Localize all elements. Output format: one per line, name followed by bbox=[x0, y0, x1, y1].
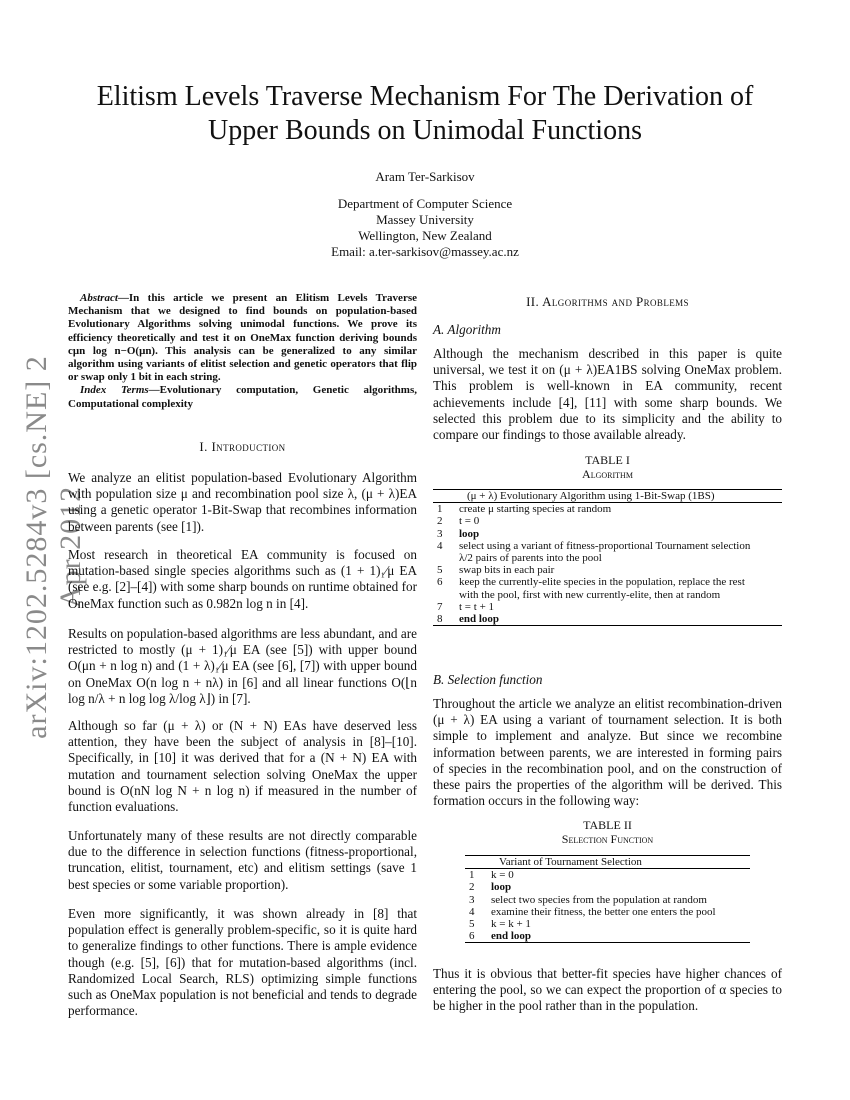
line-number bbox=[433, 589, 459, 601]
line-number: 6 bbox=[437, 576, 443, 589]
selection-step: k = k + 1 bbox=[491, 918, 531, 931]
intro-paragraph: Even more significantly, it was shown already in [8] that population effect is generally problem-specific, so it is quite hard to generalize findings to other functions. There is ample evidence though (e.g. [5], [6]) that for mutation-based algorithms (incl. Randomized Local Search, RLS) optimizing simple functions such as OneMax population is not beneficial and tends to degrade performance. bbox=[68, 906, 417, 1019]
algorithm-step: with the pool, first with new currently-elite, then at random bbox=[459, 588, 721, 601]
selection-step: examine their fitness, the better one enters the pool bbox=[491, 905, 716, 918]
algorithm-table bbox=[433, 489, 782, 626]
table-number: TABLE I bbox=[585, 453, 630, 467]
table-header: Variant of Tournament Selection bbox=[491, 856, 750, 869]
algorithm-step: λ/2 pairs of parents into the pool bbox=[459, 552, 602, 565]
algorithm-paragraph: Although the mechanism described in this paper is quite universal, we test it on (μ + λ)EA1BS solving OneMax problem. This problem is well-known in EA community, recent achievements include [4], [11] with some sharp bounds. We selected this problem due to its simplicity and the ability to compare our findings to those available already. bbox=[433, 346, 782, 443]
line-number bbox=[433, 552, 459, 564]
line-number: 7 bbox=[437, 600, 443, 613]
affiliation-email: Email: a.ter-sarkisov@massey.ac.nz bbox=[331, 244, 519, 259]
algorithm-step: end loop bbox=[459, 613, 782, 626]
paper-title: Elitism Levels Traverse Mechanism For The Derivation of Upper Bounds on Unimodal Functions bbox=[96, 81, 754, 146]
selection-paragraph: Throughout the article we analyze an elitist recombination-driven (μ + λ) EA using a variant of tournament selection. It is both simple to implement and analyze. But since we recombine information between parents, we are interested in forming pairs of species in the recombination pool, and on the construction of these pairs the properties of the algorithm will be derived. This formation occurs in the following way: bbox=[433, 696, 782, 809]
abstract-label: Abstract bbox=[80, 292, 118, 304]
algorithm-step: t = 0 bbox=[459, 515, 480, 528]
algorithm-step: loop bbox=[459, 527, 480, 540]
intro-paragraph: We analyze an elitist population-based Evolutionary Algorithm with population size μ and recombination pool size λ, (μ + λ)EA using a genetic operator 1-Bit-Swap that recombines information between parents (see [1]). bbox=[68, 470, 417, 534]
line-number: 5 bbox=[469, 918, 475, 931]
subsection-heading-algorithm: A. Algorithm bbox=[433, 322, 501, 337]
affiliation-block bbox=[0, 196, 850, 260]
line-number: 4 bbox=[469, 905, 475, 918]
selection-table bbox=[465, 855, 750, 943]
line-number: 2 bbox=[469, 881, 475, 894]
table-number: TABLE II bbox=[583, 818, 632, 832]
index-terms-text: —Evolutionary computation, Genetic algorithms, Computational complexity bbox=[68, 384, 417, 410]
table-header: (μ + λ) Evolutionary Algorithm using 1-Bit-Swap (1BS) bbox=[459, 490, 782, 503]
arxiv-identifier: arXiv:1202.5284v3 [cs.NE] 2 Apr 2012 bbox=[20, 355, 87, 739]
selection-step: loop bbox=[491, 881, 512, 894]
section-heading-algorithms: II. Algorithms and Problems bbox=[526, 294, 689, 309]
intro-paragraph: Although so far (μ + λ) or (N + N) EAs have deserved less attention, they have been the subject of analysis in [8]–[10]. Specifically, in [10] it was derived that for a (N + N) EA with mutation and tournament selection solving OneMax the upper bound is O(nN log N + n log n) if measured in the number of function evaluations. bbox=[68, 718, 417, 815]
subsection-heading-selection: B. Selection function bbox=[433, 672, 543, 687]
line-number: 3 bbox=[469, 893, 475, 906]
section-heading-introduction: I. Introduction bbox=[199, 439, 286, 454]
line-number: 1 bbox=[469, 869, 475, 882]
intro-paragraph: Results on population-based algorithms are less abundant, and are restricted to mostly (μ + 1)₁⁄μ EA (see [5]) with upper bound O(μn + n log n) and (1 + λ)₁⁄μ EA (see [6], [7]) with upper bound on OneMax O(n log n + nλ) in [6] and all linear functions O(⌊n log n/λ + n log log λ/log λ⌋) in [7]. bbox=[68, 626, 417, 706]
abstract-text: —In this article we present an Elitism Levels Traverse Mechanism that we designed to find bounds on population-based Evolutionary Algorithms solving unimodal functions. We prove its efficiency theoretically and test it on OneMax function deriving bounds cμn log n−O(μn). This analysis can be generalized to any similar algorithm using variants of elitist selection and genetic operators that flip or swap only 1 bit in each string. bbox=[68, 292, 417, 384]
affiliation-line: Wellington, New Zealand bbox=[358, 228, 492, 243]
affiliation-line: Department of Computer Science bbox=[337, 196, 513, 211]
table-title: Algorithm bbox=[582, 467, 633, 481]
line-number: 4 bbox=[437, 539, 443, 552]
final-paragraph: Thus it is obvious that better-fit species have higher chances of entering the pool, so we can expect the proportion of α species to be higher in the pool rather than in the population. bbox=[433, 966, 782, 1014]
line-number: 6 bbox=[465, 930, 491, 943]
line-number: 2 bbox=[437, 515, 443, 528]
selection-step: end loop bbox=[491, 930, 750, 943]
intro-paragraph: Unfortunately many of these results are not directly comparable due to the difference in selection functions (fitness-proportional, truncation, elitist, tournament, etc) and elitism settings (save 1 best species or some variable proportion). bbox=[68, 828, 417, 892]
intro-paragraph: Most research in theoretical EA community is focused on mutation-based single species algorithms such as (1 + 1)₁⁄μ EA (see e.g. [2]–[4]) with some sharp bounds on runtime obtained for OneMax function such as 0.982n log n in [4]. bbox=[68, 547, 417, 611]
algorithm-step: swap bits in each pair bbox=[459, 564, 555, 577]
line-number: 8 bbox=[433, 613, 459, 626]
selection-step: k = 0 bbox=[491, 869, 514, 882]
table-caption bbox=[433, 453, 782, 481]
index-terms-label: Index Terms bbox=[80, 384, 149, 397]
line-number: 1 bbox=[437, 503, 443, 516]
table-caption bbox=[433, 818, 782, 846]
line-number: 5 bbox=[437, 564, 443, 577]
affiliation-line: Massey University bbox=[376, 212, 474, 227]
abstract bbox=[68, 292, 417, 411]
table-title: Selection Function bbox=[561, 832, 654, 846]
author-name: Aram Ter-Sarkisov bbox=[375, 169, 475, 184]
selection-step: select two species from the population at random bbox=[491, 893, 707, 906]
algorithm-step: create μ starting species at random bbox=[459, 503, 612, 516]
algorithm-step: t = t + 1 bbox=[459, 600, 495, 613]
line-number: 3 bbox=[437, 527, 443, 540]
algorithm-step: select using a variant of fitness-proportional Tournament selection bbox=[459, 539, 751, 552]
algorithm-step: keep the currently-elite species in the population, replace the rest bbox=[459, 576, 745, 589]
